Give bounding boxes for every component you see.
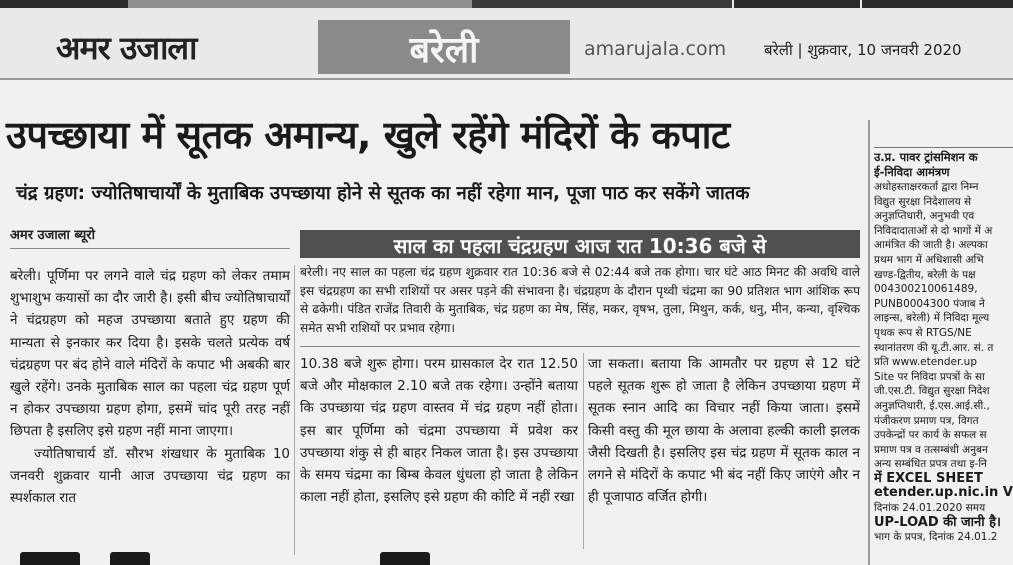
cropped-next-headline: [0, 552, 860, 565]
city-edition-box: [318, 20, 570, 74]
tender-notice-line: UP-LOAD की जानी है।: [874, 514, 1001, 530]
inset-banner: [300, 230, 860, 258]
tender-notice-line: लाइन्स, बरेली) में निविदा मूल्य: [874, 312, 990, 325]
tender-notice-line: अनुज्ञप्तिधारी, ई.एस.आई.सी.,: [874, 399, 990, 412]
cropped-glyph: [380, 552, 430, 565]
cropped-glyph: [110, 552, 150, 565]
tender-notice-line: जी.एस.टी. विद्युत सुरक्षा निदेश: [874, 385, 990, 398]
tender-notice-line: etender.up.nic.in V: [874, 485, 1013, 501]
tender-notice-line: दिनांक 24.01.2020 समय: [874, 502, 986, 515]
tender-notice-subtitle: ई-निविदा आमंत्रण: [874, 165, 950, 179]
tender-notice-line: PUNB0004300 पंजाब ने: [874, 297, 985, 310]
top-bar-divider: [860, 0, 862, 8]
top-bar-segment: [472, 0, 732, 8]
top-bar-divider: [732, 0, 734, 8]
article-subheadline: चंद्र ग्रहण: ज्योतिषाचार्यों के मुताबिक उपच्छाया होने से सूतक का नहीं रहेगा मान, पूजा पाठ कर सकेंगे जातक: [16, 183, 750, 204]
top-bar-accent: [128, 0, 472, 8]
tender-notice-line: में EXCEL SHEET: [874, 470, 983, 486]
article-byline: अमर उजाला ब्यूरो: [10, 228, 95, 243]
inset-lead-paragraph: बरेली। नए साल का पहला चंद्र ग्रहण शुक्रवार रात 10:36 बजे से 02:44 बजे तक होगा। चार घंटे आठ मिनट की अवधि वाले इस चंद्रग्रहण का सभी राशियों पर असर पड़ने की संभावना है। चंद्रग्रहण के दौरान पृथ्वी चंद्रमा का 90 प्रतिशत भाग आंशिक रूप से ढकेगी। पंडित राजेंद्र तिवारी के मुताबिक, चंद्र ग्रहण का मेष, सिंह, मकर, वृषभ, तुला, मिथुन, कर्क, धनु, मीन, कन्या, वृश्चिक समेत सभी राशियों पर प्रभाव रहेगा।: [300, 265, 860, 335]
article-column-3: जा सकता। बताया कि आमतौर पर ग्रहण से 12 घंटे पहले सूतक शुरू हो जाता है लेकिन उपच्छाया ग्रहण में सूतक स्नान आदि का विचार नहीं किया जाता। इसमें किसी वस्तु की मूल छाया के अलावा हल्की काली झलक जैसी दिखती है। इसलिए इस चंद्र ग्रहण में सूतक काल न लगने से मंदिरों के कपाट भी बंद नहीं किए जाएंगे और न ही पूजापाठ वर्जित होगी।: [588, 356, 860, 506]
inset-banner-text: साल का पहला चंद्रग्रहण आज रात 10:36 बजे से: [393, 234, 767, 258]
column-separator: [294, 265, 295, 555]
tender-notice-line: अन्य सम्बंधित प्रपत्र तथा इ-नि: [874, 458, 987, 471]
article-column-2: 10.38 बजे शुरू होगा। परम ग्रासकाल देर रात 12.50 बजे और मोक्षकाल 2.10 बजे तक रहेगा। उन्होंने बताया कि उपच्छाया चंद्र ग्रहण वास्तव में चंद्र ग्रहण नहीं होता। इस बार पूर्णिमा को चंद्रमा उपच्छाया में प्रवेश कर उपच्छाया शंकु से ही बाहर निकल जाता है। इस उपच्छाया के समय चंद्रमा का बिम्ब केवल धुंधला हो जाता है लेकिन काला नहीं होता, इसलिए इसे ग्रहण की कोटि में नहीं रखा: [300, 356, 578, 506]
sidebar-separator: [868, 120, 870, 565]
article-headline: उपच्छाया में सूतक अमान्य, खुले रहेंगे मंदिरों के कपाट: [6, 113, 730, 157]
tender-notice-line: अनुज्ञप्तिधारी, अनुभवी एव: [874, 210, 975, 223]
tender-notice-line: पंजीकरण प्रमाण पत्र, विगत: [874, 414, 979, 427]
tender-notice-line: पृथक रूप से RTGS/NE: [874, 326, 972, 339]
tender-notice-line: प्रति www.etender.up: [874, 356, 977, 369]
article-paragraph: ज्योतिषाचार्य डॉ. सौरभ शंखधार के मुताबिक 10 जनवरी शुक्रवार यानी आज उपच्छाया चंद्र ग्रहण का स्पर्शकाल रात: [10, 445, 290, 507]
article-column-1: [10, 265, 290, 509]
tender-notice-sidebar: [874, 150, 1013, 545]
top-color-bar: [0, 0, 1013, 8]
tender-notice-line: स्थानांतरण की यू.टी.आर. सं. त: [874, 341, 994, 354]
cropped-glyph: [20, 552, 80, 565]
tender-notice-line: खण्ड-द्वितीय, बरेली के पक्ष: [874, 268, 976, 281]
website-label: amarujala.com: [584, 38, 727, 60]
tender-notice-line: 004300210061489,: [874, 283, 978, 296]
sidebar-top-rule: [874, 147, 1013, 148]
newspaper-logo: अमर उजाला: [56, 29, 197, 67]
masthead: [0, 8, 1013, 80]
tender-notice-line: प्रथम भाग में अधिशासी अभि: [874, 253, 984, 266]
tender-notice-title: उ.प्र. पावर ट्रांसमिशन क: [874, 150, 978, 164]
article-paragraph: बरेली। पूर्णिमा पर लगने वाले चंद्र ग्रहण को लेकर तमाम शुभाशुभ कयासों का दौर जारी है। इसी बीच ज्योतिषाचार्यों ने चंद्रग्रहण को महज उपच्छाया बताते हुए ग्रहण की मान्यता से इनकार कर दिया है। इसके चलते प्रत्येक वर्ष चंद्रग्रहण पर बंद होने वाले मंदिरों के कपाट भी अबकी बार खुले रहेंगे। उनके मुताबिक साल का पहला चंद्र ग्रहण पूर्ण न होकर उपच्छाया ग्रहण होगा, इसमें चांद पूरी तरह नहीं छिपता है इसलिए इसे ग्रहण नहीं माना जाएगा।: [10, 268, 290, 440]
inset-rule: [300, 346, 860, 347]
column-separator: [583, 353, 584, 549]
tender-notice-line: Site पर निविदा प्रपत्रों के सा: [874, 370, 985, 383]
tender-notice-line: प्रमाण पत्र व तत्सम्बंधी अनुबन: [874, 443, 988, 456]
byline-rule: [10, 248, 290, 249]
tender-notice-line: विद्युत सुरक्षा निदेशालय से: [874, 195, 972, 208]
dateline: बरेली | शुक्रवार, 10 जनवरी 2020: [764, 41, 962, 59]
tender-notice-line: अधोहस्ताक्षरकर्ता द्वारा निम्न: [874, 181, 979, 193]
tender-notice-line: उपकेन्द्रों पर कार्य के सफल स: [874, 429, 987, 442]
tender-notice-line: भाग के प्रपत्र, दिनांक 24.01.2: [874, 531, 998, 544]
tender-notice-line: आमंत्रित की जाती है। अल्पका: [874, 239, 988, 252]
tender-notice-line: निविदादाताओं से दो भागों में अ: [874, 224, 993, 237]
city-edition-label: बरेली: [409, 30, 479, 71]
